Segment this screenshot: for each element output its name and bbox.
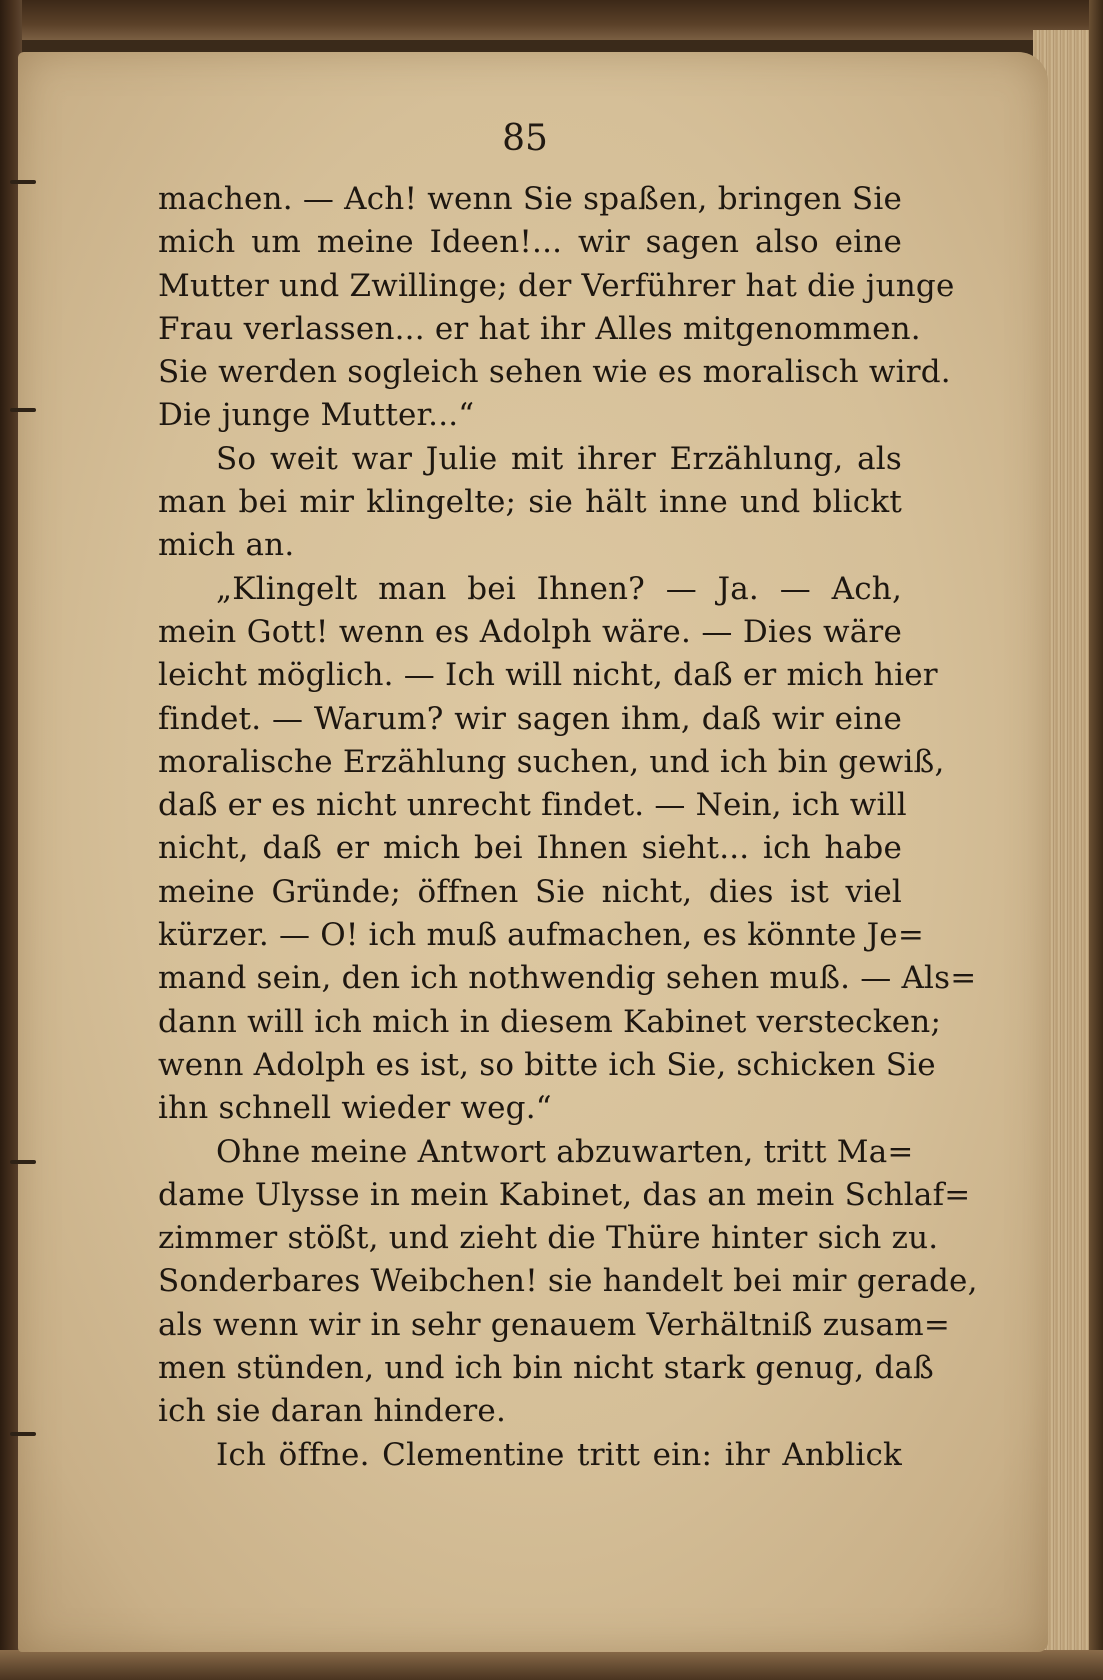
cover-bottom-edge — [0, 1650, 1103, 1680]
text-line: meine Gründe; öffnen Sie nicht, dies ist viel — [158, 873, 902, 910]
cover-top-edge — [0, 0, 1103, 40]
text-line: zimmer stößt, und zieht die Thüre hinter sich zu. — [158, 1220, 939, 1257]
text-line: daß er es nicht unrecht findet. — Nein, ich will — [158, 787, 907, 824]
text-line: Die junge Mutter...“ — [158, 397, 475, 434]
text-line: nicht, daß er mich bei Ihnen sieht... ich habe — [158, 830, 902, 867]
text-line: man bei mir klingelte; sie hält inne und blickt — [158, 484, 902, 521]
text-line: men stünden, und ich bin nicht stark genug, daß — [158, 1350, 934, 1387]
text-line: Ohne meine Antwort abzuwarten, tritt Ma= — [216, 1133, 914, 1170]
text-line: moralische Erzählung suchen, und ich bin gewiß, — [158, 743, 945, 780]
text-line: ihn schnell wieder weg.“ — [158, 1090, 552, 1127]
text-line: dame Ulysse in mein Kabinet, das an mein Schlaf= — [158, 1176, 971, 1213]
text-line: mich an. — [158, 527, 295, 564]
text-line: mand sein, den ich nothwendig sehen muß. — Als= — [158, 960, 977, 997]
text-line: kürzer. — O! ich muß aufmachen, es könnte Je= — [158, 917, 925, 954]
text-line: Ich öffne. Clementine tritt ein: ihr Anblick — [216, 1436, 902, 1473]
text-line: Mutter und Zwillinge; der Verführer hat die junge — [158, 267, 955, 304]
text-line: machen. — Ach! wenn Sie spaßen, bringen Sie — [158, 181, 902, 217]
text-line: leicht möglich. — Ich will nicht, daß er mich hier — [158, 657, 938, 694]
text-line: mein Gott! wenn es Adolph wäre. — Dies wäre — [158, 613, 902, 650]
text-line: „Klingelt man bei Ihnen? — Ja. — Ach, — [216, 570, 902, 607]
text-line: findet. — Warum? wir sagen ihm, daß wir eine — [158, 700, 902, 737]
page-number: 85 — [502, 118, 548, 159]
text-line: dann will ich mich in diesem Kabinet verstecken; — [158, 1003, 942, 1040]
text-line: mich um meine Ideen!... wir sagen also eine — [158, 224, 902, 261]
text-line: Sonderbares Weibchen! sie handelt bei mir gerade, — [158, 1263, 978, 1300]
cover-right-edge — [1089, 0, 1103, 1680]
text-line: Frau verlassen... er hat ihr Alles mitgenommen. — [158, 310, 921, 347]
text-line: wenn Adolph es ist, so bitte ich Sie, schicken Sie — [158, 1046, 936, 1083]
body-text — [158, 178, 978, 1477]
text-line: als wenn wir in sehr genauem Verhältniß zusam= — [158, 1306, 950, 1343]
text-line: Sie werden sogleich sehen wie es moralisch wird. — [158, 354, 951, 391]
text-line: So weit war Julie mit ihrer Erzählung, als — [216, 440, 902, 477]
text-line: ich sie daran hindere. — [158, 1393, 507, 1430]
